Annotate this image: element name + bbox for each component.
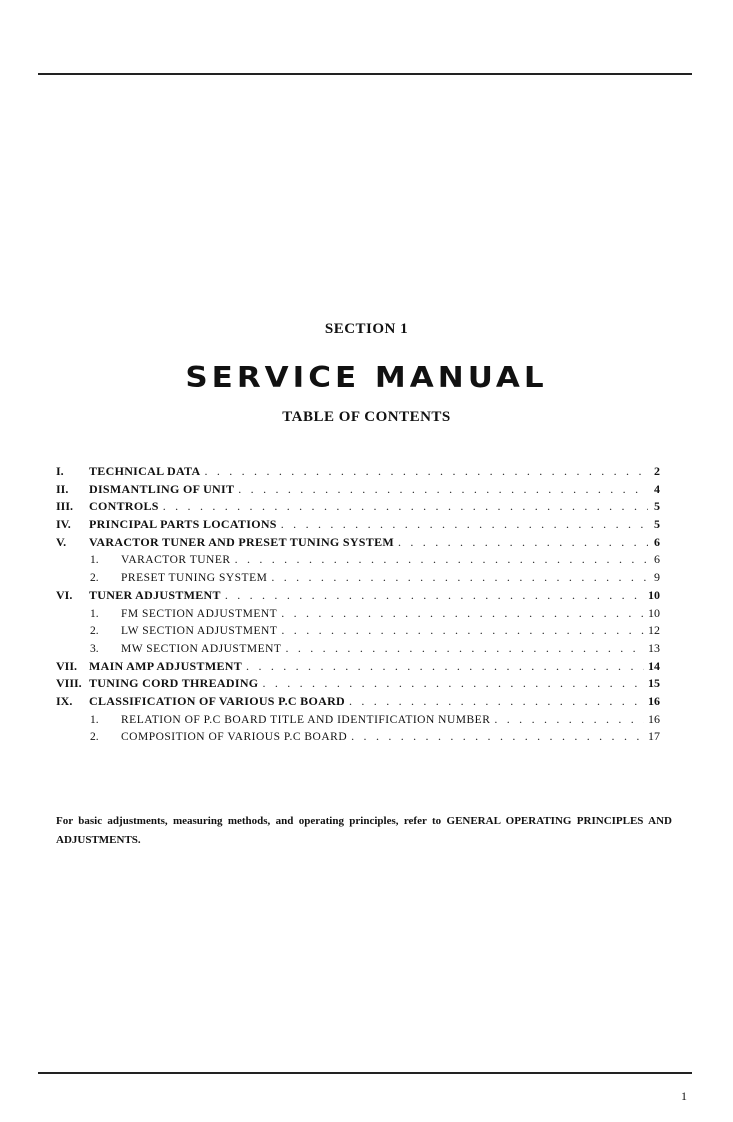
toc-entry-number: 2. — [90, 731, 99, 744]
toc-entry-title: RELATION OF P.C BOARD TITLE AND IDENTIFICATION NUMBER — [121, 713, 491, 726]
toc-entry-number: III. — [56, 499, 74, 514]
toc-entry-number: 1. — [90, 607, 99, 620]
section-label: SECTION 1 — [324, 321, 409, 337]
toc-entry-page: 16 — [648, 693, 660, 708]
toc-entry-title: COMPOSITION OF VARIOUS P.C BOARD — [121, 731, 348, 744]
toc-entry-page: 17 — [648, 729, 660, 744]
toc-entry-page: 15 — [648, 676, 660, 691]
toc-entry-title: VARACTOR TUNER — [121, 554, 231, 567]
toc-heading: TABLE OF CONTENTS — [282, 409, 451, 425]
toc-entry-title: TUNING CORD THREADING — [89, 676, 259, 691]
toc-entry-page: 9 — [654, 570, 660, 585]
toc-entry-number: VII. — [56, 658, 78, 673]
toc-entry-number: IV. — [56, 517, 71, 532]
toc-entry — [56, 570, 660, 588]
toc-entry — [56, 659, 660, 677]
toc-entry — [56, 694, 660, 712]
toc-entry-page: 4 — [654, 481, 660, 496]
dot-leader — [238, 482, 648, 497]
toc-entry-page: 13 — [648, 640, 660, 655]
toc-entry-title: VARACTOR TUNER AND PRESET TUNING SYSTEM — [89, 534, 394, 549]
toc-entry-number: 1. — [90, 554, 99, 567]
toc-entry — [56, 499, 660, 517]
toc-entry-page: 14 — [648, 658, 660, 673]
toc-entry — [56, 712, 660, 730]
toc-entry-number: 1. — [90, 713, 99, 726]
page-number: 1 — [681, 1089, 687, 1103]
toc-entry-number: VI. — [56, 587, 73, 602]
toc-entry — [56, 552, 660, 570]
toc-entry-number: V. — [56, 534, 67, 549]
toc-entry-number: VIII. — [56, 676, 82, 691]
toc-entry-title: CLASSIFICATION OF VARIOUS P.C BOARD — [89, 693, 345, 708]
dot-leader — [271, 570, 648, 585]
toc-entry-page: 5 — [654, 499, 660, 514]
toc-entry-number: 2. — [90, 572, 99, 585]
toc-entry — [56, 464, 660, 482]
dot-leader — [398, 535, 648, 550]
toc-entry-page: 10 — [648, 605, 660, 620]
toc-entry-title: LW SECTION ADJUSTMENT — [121, 625, 278, 638]
toc-entry-number: 3. — [90, 642, 99, 655]
dot-leader — [163, 499, 648, 514]
toc-entry — [56, 588, 660, 606]
toc-entry — [56, 535, 660, 553]
toc-entry-number: I. — [56, 464, 64, 478]
table-of-contents — [56, 464, 660, 747]
dot-leader — [351, 729, 644, 744]
page-title: SERVICE MANUAL — [185, 361, 548, 395]
toc-entry-title: CONTROLS — [89, 499, 159, 514]
toc-entry-title: TUNER ADJUSTMENT — [89, 587, 221, 602]
toc-entry-page: 16 — [648, 711, 660, 726]
toc-entry-title: PRESET TUNING SYSTEM — [121, 572, 268, 585]
toc-entry — [56, 606, 660, 624]
toc-entry — [56, 676, 660, 694]
dot-leader — [262, 676, 644, 691]
dot-leader — [494, 712, 644, 727]
toc-entry-number: IX. — [56, 693, 73, 708]
dot-leader — [349, 694, 644, 709]
toc-entry-title: TECHNICAL DATA — [89, 464, 201, 478]
toc-entry-title: PRINCIPAL PARTS LOCATIONS — [89, 517, 277, 532]
reference-note: For basic adjustments, measuring methods, and operating principles, refer to GENERAL OPERATING PRINCIPLES AND ADJUSTMENTS. — [56, 815, 672, 846]
toc-entry — [56, 729, 660, 747]
toc-entry-title: MW SECTION ADJUSTMENT — [121, 642, 282, 655]
dot-leader — [281, 517, 648, 532]
toc-entry-title: DISMANTLING OF UNIT — [89, 481, 235, 496]
toc-entry — [56, 482, 660, 500]
dot-leader — [285, 641, 644, 656]
toc-entry-number: 2. — [90, 625, 99, 638]
toc-entry — [56, 641, 660, 659]
bottom-rule — [38, 1072, 692, 1074]
toc-entry-page: 12 — [648, 623, 660, 638]
toc-entry-title: MAIN AMP ADJUSTMENT — [89, 658, 243, 673]
dot-leader — [281, 606, 644, 621]
toc-entry — [56, 623, 660, 641]
top-rule — [38, 73, 692, 75]
toc-entry-page: 6 — [654, 534, 660, 549]
toc-entry-page: 6 — [654, 552, 660, 567]
toc-entry-title: FM SECTION ADJUSTMENT — [121, 607, 278, 620]
dot-leader — [235, 552, 648, 567]
toc-entry — [56, 517, 660, 535]
dot-leader — [281, 623, 644, 638]
dot-leader — [246, 659, 644, 674]
dot-leader — [225, 588, 644, 603]
toc-entry-page: 10 — [648, 587, 660, 602]
toc-entry-page: 2 — [654, 464, 660, 478]
toc-entry-page: 5 — [654, 517, 660, 532]
toc-entry-number: II. — [56, 481, 69, 496]
dot-leader — [204, 464, 648, 479]
